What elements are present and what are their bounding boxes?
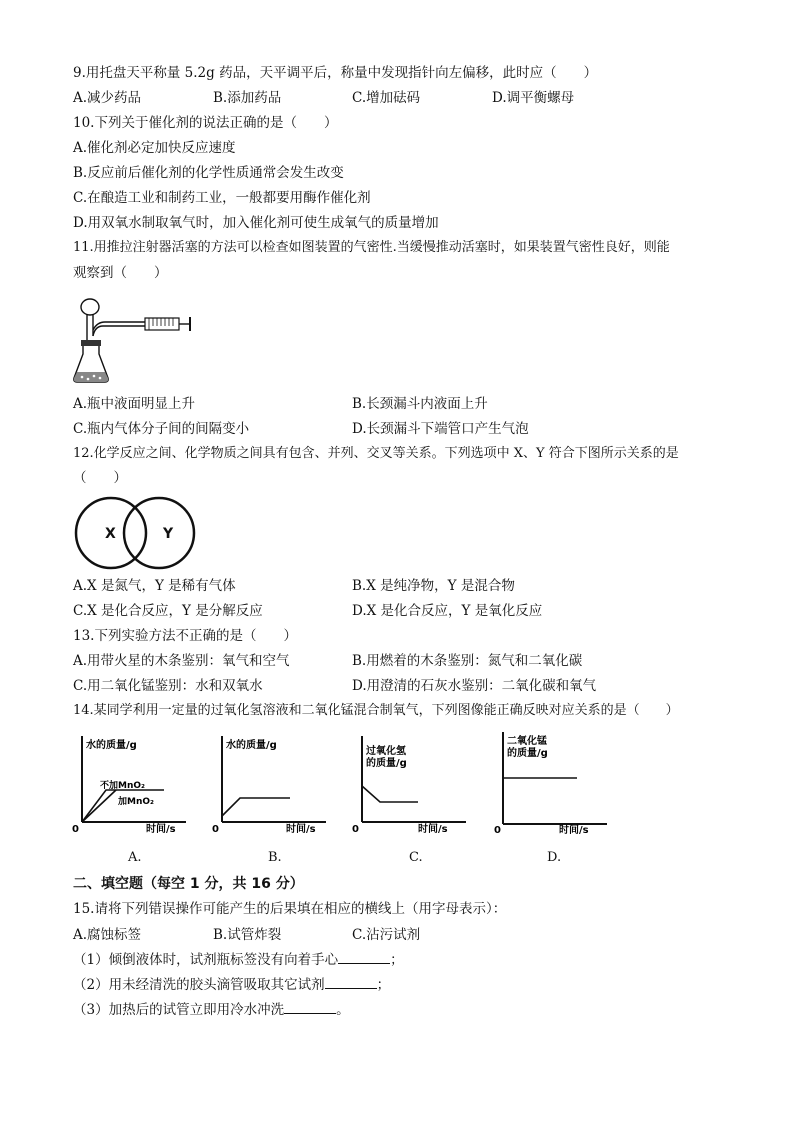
q10-option-a: A.催化剂必定加快反应速度	[73, 140, 236, 156]
graph-a-letter: A.	[128, 850, 142, 865]
q15-option-c: C.沾污试剂	[352, 927, 421, 943]
graph-c-xlabel: 时间/s	[418, 824, 448, 835]
graph-b-origin: 0	[212, 824, 219, 835]
graph-a-note2: 加MnO₂	[118, 797, 154, 807]
graph-b	[212, 732, 330, 836]
q11-option-a: A.瓶中液面明显上升	[73, 396, 196, 412]
graph-a-line-mno2	[82, 790, 116, 822]
graph-b-xlabel: 时间/s	[286, 824, 316, 835]
graph-c-line	[362, 786, 418, 802]
q12-option-c: C.X 是化合反应，Y 是分解反应	[73, 603, 263, 619]
q11-option-b: B.长颈漏斗内液面上升	[352, 396, 488, 412]
q11-stem-line2: 观察到（ ）	[73, 265, 168, 281]
q15-item-1-blank[interactable]	[338, 951, 390, 964]
q13-option-d: D.用澄清的石灰水鉴别：二氧化碳和氧气	[352, 678, 597, 694]
graph-b-ylabel: 水的质量/g	[226, 740, 277, 751]
graph-c-letter: C.	[409, 850, 423, 865]
graph-a-ylabel: 水的质量/g	[86, 740, 137, 751]
q9-option-d: D.调平衡螺母	[492, 90, 575, 106]
q12-option-d: D.X 是化合反应，Y 是氧化反应	[352, 603, 543, 619]
q13-stem: 13.下列实验方法不正确的是（ ）	[73, 628, 297, 644]
graph-d-letter: D.	[547, 850, 562, 865]
q11-option-d: D.长颈漏斗下端管口产生气泡	[352, 421, 529, 437]
venn-circle-y	[124, 498, 194, 568]
graph-c	[352, 732, 470, 836]
graph-c-origin: 0	[352, 824, 359, 835]
q11-stem-line1: 11.用推拉注射器活塞的方法可以检查如图装置的气密性.当缓慢推动活塞时，如果装置气密性良好，则能	[73, 240, 670, 255]
graph-a-origin: 0	[72, 824, 79, 835]
q15-item-3-text: （3）加热后的试管立即用冷水冲洗	[73, 1002, 285, 1018]
q15-item-1-text: （1）倾倒液体时，试剂瓶标签没有向着手心	[73, 952, 339, 968]
q13-option-c: C.用二氧化锰鉴别：水和双氧水	[73, 678, 263, 694]
graph-a-note1: 不加MnO₂	[100, 781, 145, 791]
q12-stem-line2: （ ）	[73, 470, 127, 486]
q15-stem: 15.请将下列错误操作可能产生的后果填在相应的横线上（用字母表示）：	[73, 901, 507, 917]
venn-label-y: Y	[163, 526, 174, 542]
q15-item-2-blank[interactable]	[325, 976, 377, 989]
q15-item-1	[73, 951, 404, 969]
q9-option-b: B.添加药品	[213, 90, 282, 106]
graph-d-origin: 0	[494, 825, 501, 836]
venn-diagram	[73, 494, 197, 572]
q15-item-3	[73, 1001, 350, 1019]
q15-item-3-end: 。	[336, 1002, 350, 1018]
q12-option-b: B.X 是纯净物，Y 是混合物	[352, 578, 515, 594]
q15-option-b: B.试管炸裂	[213, 927, 282, 943]
q13-option-b: B.用燃着的木条鉴别：氮气和二氧化碳	[352, 653, 583, 669]
graph-d-xlabel: 时间/s	[559, 825, 589, 836]
q15-item-2-end: ；	[376, 977, 391, 993]
section2-heading: 二、填空题（每空 1 分，共 16 分）	[73, 876, 304, 892]
graph-d	[493, 732, 611, 836]
q12-stem-line1: 12.化学反应之间、化学物质之间具有包含、并列、交叉等关系。下列选项中 X、Y 符合下图所示关系的是	[73, 446, 679, 461]
q10-option-b: B.反应前后催化剂的化学性质通常会发生改变	[73, 165, 344, 181]
q15-item-2	[73, 976, 390, 994]
q11-option-c: C.瓶内气体分子间的间隔变小	[73, 421, 250, 437]
graph-d-ylabel2: 的质量/g	[507, 748, 548, 759]
q15-item-2-text: （2）用未经清洗的胶头滴管吸取其它试剂	[73, 977, 325, 993]
graph-c-ylabel1: 过氧化氢	[366, 746, 406, 757]
q10-option-d: D.用双氧水制取氧气时，加入催化剂可使生成氧气的质量增加	[73, 215, 439, 231]
q9-option-a: A.减少药品	[73, 90, 142, 106]
graph-a-xlabel: 时间/s	[146, 824, 176, 835]
venn-label-x: X	[105, 526, 116, 542]
q12-option-a: A.X 是氮气，Y 是稀有气体	[73, 578, 236, 594]
q9-stem: 9.用托盘天平称量 5.2g 药品，天平调平后，称量中发现指针向左偏移，此时应（ ）	[73, 65, 598, 81]
q15-item-1-end: ；	[390, 952, 404, 968]
graph-b-letter: B.	[268, 850, 282, 865]
q10-option-c: C.在酿造工业和制药工业，一般都要用酶作催化剂	[73, 190, 371, 206]
q15-option-a: A.腐蚀标签	[73, 927, 142, 943]
graph-a	[72, 732, 190, 836]
q10-stem: 10.下列关于催化剂的说法正确的是（ ）	[73, 115, 338, 131]
q14-stem: 14.某同学利用一定量的过氧化氢溶液和二氧化锰混合制氧气，下列图像能正确反映对应关系的是（ ）	[73, 703, 679, 718]
q15-item-3-blank[interactable]	[284, 1001, 336, 1014]
q13-option-a: A.用带火星的木条鉴别：氧气和空气	[73, 653, 290, 669]
q9-option-c: C.增加砝码	[352, 90, 421, 106]
graph-d-ylabel1: 二氧化锰	[507, 736, 547, 747]
graph-b-line	[222, 798, 290, 816]
graph-c-ylabel2: 的质量/g	[366, 758, 407, 769]
apparatus-figure	[73, 296, 203, 386]
